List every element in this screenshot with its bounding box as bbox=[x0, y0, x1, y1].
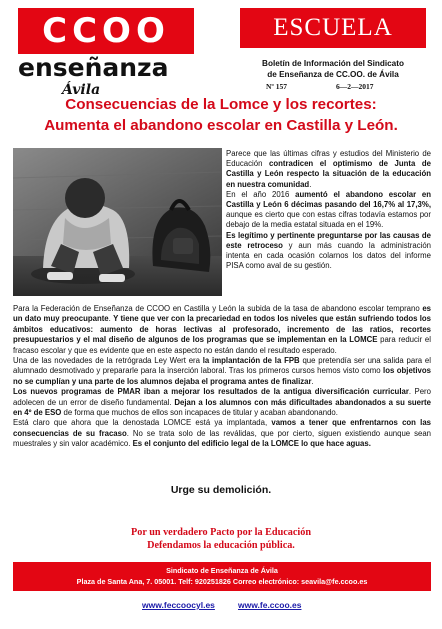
intro-paragraph-3 bbox=[226, 231, 431, 272]
photo-boy-with-backpack-illustration bbox=[13, 148, 222, 296]
text-span: aunque es cierto que con estas cifras todavía estamos por debajo de la media estatal situada en el 19%. bbox=[226, 210, 431, 230]
text-span: que pretendía ser una salida para el alumnado desmotivado y prepararle para la inserción laboral. Tras los primeros cursos hemos visto como bbox=[13, 356, 431, 376]
text-span: En el año 2016 bbox=[226, 189, 296, 199]
issue-date: 6—2—2017 bbox=[336, 82, 374, 91]
bold-span: Y tiene que ver con la precariedad en todos los niveles que están sufriendo todos los ámbitos educativos: aumento de horas lectivas al profesorado, incremento de las ratios, recortes presupuestarios y el mal diseño de algunos de los programas que se implementan en la LOMCE bbox=[13, 314, 431, 345]
footer-line-2: Plaza de Santa Ana, 7. 05001. Telf: 920251826 Correo electrónico: seavila@fe.ccoo.es bbox=[76, 577, 368, 586]
text-span: Una de las novedades de la retrógrada Ley Wert era bbox=[13, 356, 203, 366]
ensenanza-logo-text: enseñanza bbox=[18, 53, 169, 82]
footer-contact-box bbox=[13, 562, 431, 591]
intro-column bbox=[226, 149, 431, 271]
bold-span: la implantación de la FPB bbox=[202, 356, 300, 366]
link-feccoocyl[interactable]: www.feccoocyl.es bbox=[142, 600, 215, 610]
text-span: . bbox=[108, 314, 114, 324]
bold-span: los objetivos no se cumplían y una parte de los alumnos dejaba el programa antes de finalizar bbox=[13, 366, 431, 386]
ccoo-logo-box bbox=[18, 8, 194, 54]
bold-span: aumentó el abandono escolar en Castilla y León 6 décimas pasando del 16,7% al 17,3%, bbox=[226, 189, 431, 210]
intro-paragraph-1 bbox=[226, 149, 431, 190]
section-title-escuela: ESCUELA bbox=[240, 8, 426, 48]
issue-number: Nº 157 bbox=[266, 82, 288, 91]
bold-span: Los nuevos programas de PMAR iban a mejorar los resultados de la antigua diversificación curricular bbox=[13, 387, 409, 397]
bold-span: Dejan a los alumnos con más dificultades abandonados a su suerte en 4º de ESO bbox=[13, 397, 431, 418]
bold-span: es un dato muy preocupante bbox=[13, 304, 431, 324]
text-span: Está claro que ahora que la denostada LOMCE está ya implantada, bbox=[13, 418, 272, 428]
text-span: para reducir el fracaso escolar y que es evidente que en este aspecto no están dando el resultado esperado. bbox=[13, 335, 431, 355]
pacto-line-2: Defendamos la educación pública. bbox=[147, 539, 295, 551]
body-paragraph-1 bbox=[13, 304, 431, 356]
bold-span: Es el conjunto del edificio legal de la LOMCE lo que hace aguas. bbox=[132, 439, 371, 449]
link-fe-ccoo[interactable]: www.fe.ccoo.es bbox=[238, 600, 302, 610]
bold-span: Es legítimo y pertinente preguntarse por las causas de este retroceso bbox=[226, 230, 431, 250]
bulletin-description bbox=[240, 58, 426, 80]
footer-line-1: Sindicato de Enseñanza de Ávila bbox=[166, 566, 278, 575]
body-paragraph-4 bbox=[13, 418, 431, 449]
text-span: . bbox=[311, 376, 314, 386]
pacto-line-1: Por un verdadero Pacto por la Educación bbox=[131, 527, 311, 538]
bulletin-line-2: de Enseñanza de CC.OO. de Ávila bbox=[267, 70, 399, 79]
text-span: de forma que muchos de ellos son incapaces de titular y acaban abandonando. bbox=[61, 408, 338, 418]
text-span: . No se trata solo de las reválidas, que por cierto, siguen existiendo aunque sean muestrales y sin valor académico. bbox=[13, 428, 431, 449]
bold-span: vamos a tener que enfrentarnos con las consecuencias de su fracaso bbox=[13, 418, 431, 438]
article-title-line-2: Aumenta el abandono escolar en Castilla y León. bbox=[44, 117, 398, 134]
text-span: . Pero adolecen de un error de diseño fundamental. bbox=[13, 387, 431, 407]
ccoo-logo-text: CCOO bbox=[42, 11, 170, 51]
bulletin-line-1: Boletín de Información del Sindicato bbox=[262, 59, 404, 68]
body-paragraph-3 bbox=[13, 387, 431, 418]
text-span: . bbox=[309, 179, 312, 189]
article-title-line-1: Consecuencias de la Lomce y los recortes: bbox=[65, 96, 377, 113]
intro-paragraph-2 bbox=[226, 190, 431, 231]
bold-span: contradicen el optimismo de Junta de Castilla y León respecto la situación de la educación en nuestra comunidad bbox=[226, 159, 432, 189]
avila-logo-text: Ávila bbox=[62, 82, 101, 98]
closing-statement: Urge su demolición. bbox=[170, 484, 272, 496]
text-span: y aun más cuando la administración intenta en cada ocasión colarnos los datos del informe PISA como aval de su gestión. bbox=[226, 240, 431, 271]
text-span: Para la Federación de Enseñanza de CCOO en Castilla y León la subida de la tasa de abandono escolar temprano bbox=[13, 304, 423, 313]
pacto-slogan bbox=[0, 527, 442, 552]
article-body bbox=[13, 304, 431, 450]
body-paragraph-2 bbox=[13, 356, 431, 387]
article-photo bbox=[13, 148, 222, 296]
text-span: Parece que las últimas cifras y estudios del Ministerio de Educación bbox=[226, 149, 431, 169]
article-title bbox=[0, 94, 442, 136]
